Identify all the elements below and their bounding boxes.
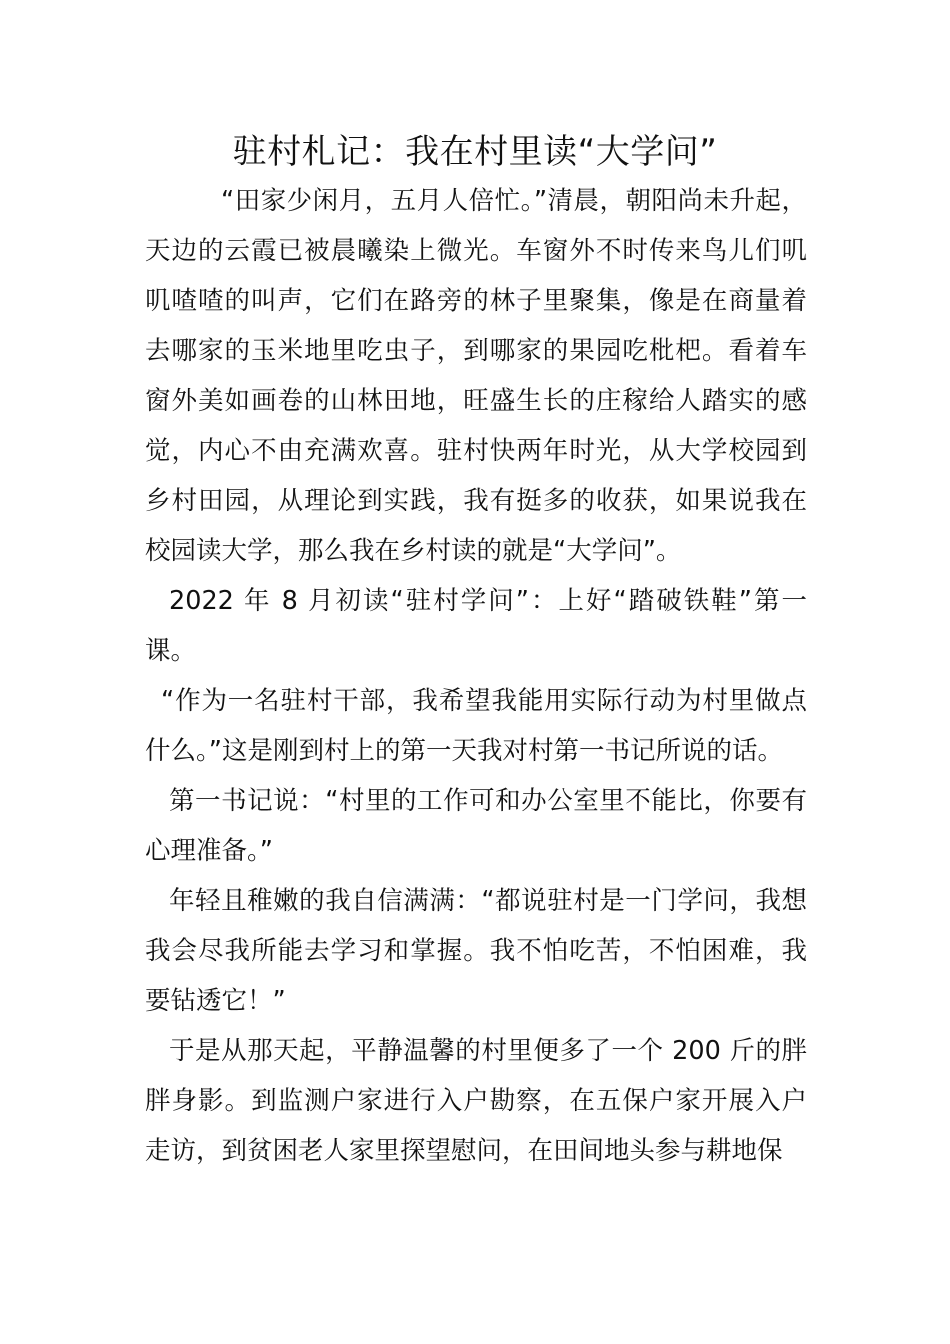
paragraph-section-heading: 2022 年 8 月初读“驻村学问”：上好“踏破铁鞋”第一课。 [145, 586, 807, 666]
paragraph-secretary-reply: 第一书记说：“村里的工作可和办公室里不能比，你要有心理准备。” [145, 786, 807, 866]
paragraph-from-that-day: 于是从那天起，平静温馨的村里便多了一个 200 斤的胖胖身影。到监测户家进行入户勘察，在五保户家开展入户走访，到贫困老人家里探望慰问，在田间地头参与耕地保 [145, 1036, 807, 1166]
paragraph-intro: “田家少闲月，五月人倍忙。”清晨，朝阳尚未升起，天边的云霞已被晨曦染上微光。车窗外不时传来鸟儿们叽叽喳喳的叫声，它们在路旁的林子里聚集，像是在商量着去哪家的玉米地里吃虫子，到哪家的果园吃枇杷。看着车窗外美如画卷的山林田地，旺盛生长的庄稼给人踏实的感觉，内心不由充满欢喜。驻村快两年时光，从大学校园到乡村田园，从理论到实践，我有挺多的收获，如果说我在校园读大学，那么我在乡村读的就是“大学问”。 [145, 186, 807, 566]
paragraph-author-reply: 年轻且稚嫩的我自信满满：“都说驻村是一门学问，我想我会尽我所能去学习和掌握。我不怕吃苦，不怕困难，我要钻透它！” [145, 886, 807, 1016]
paragraph-quote-first-day: “作为一名驻村干部，我希望我能用实际行动为村里做点什么。”这是刚到村上的第一天我对村第一书记所说的话。 [145, 686, 807, 766]
document-body [145, 176, 807, 1176]
document-title: 驻村札记：我在村里读“大学问” [232, 132, 718, 172]
